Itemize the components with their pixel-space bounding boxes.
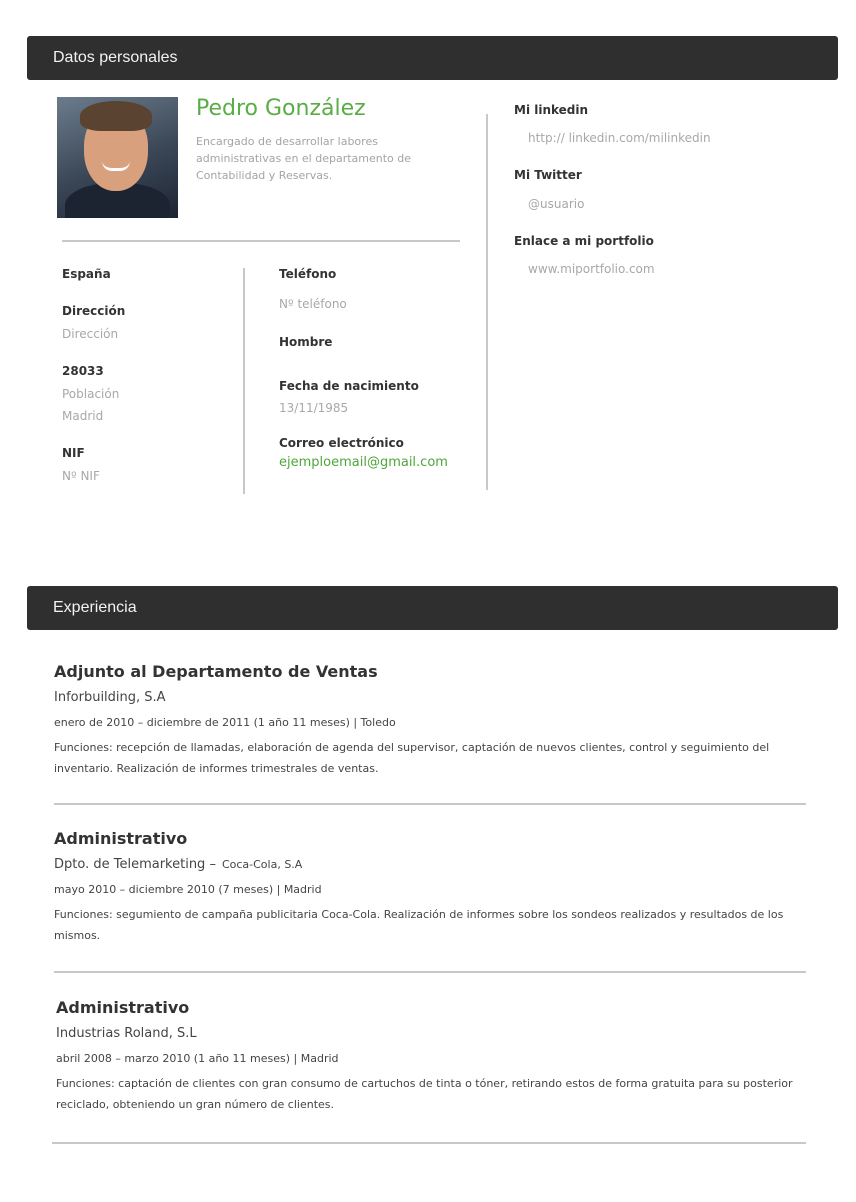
- portfolio-label: Enlace a mi portfolio: [514, 234, 654, 248]
- profile-summary: Encargado de desarrollar labores administrativas en el departamento de Contabilidad y Reservas.: [196, 135, 412, 182]
- job-dates: abril 2008 – marzo 2010 (1 año 11 meses) | Madrid: [56, 1052, 339, 1065]
- job-company: [56, 1026, 203, 1041]
- job-title: Administrativo: [54, 829, 188, 848]
- job-title: Administrativo: [56, 998, 190, 1017]
- nif-value: Nº NIF: [62, 469, 100, 483]
- company-name: Industrias Roland, S.L: [56, 1026, 197, 1041]
- city-value: Madrid: [62, 409, 104, 423]
- phone-label: Teléfono: [279, 267, 337, 281]
- job-description: Funciones: captación de clientes con gran consumo de cartuchos de tinta o tóner, retirando estos de forma gratuita para su posterior reciclado, obteniendo un gran número de clientes.: [56, 1077, 793, 1111]
- email-label: Correo electrónico: [279, 436, 404, 450]
- company-sub: Coca-Cola, S.A: [221, 858, 303, 871]
- twitter-link[interactable]: @usuario: [528, 197, 585, 211]
- job-description: Funciones: recepción de llamadas, elaboración de agenda del supervisor, captación de nuevos clientes, control y seguimiento del inventario. Realización de informes trimestrales de ventas.: [54, 741, 770, 775]
- job-dates: enero de 2010 – diciembre de 2011 (1 año 11 meses) | Toledo: [54, 716, 396, 729]
- address-label: Dirección: [62, 304, 126, 318]
- profile-name: Pedro González: [196, 96, 366, 121]
- profile-photo: [57, 97, 178, 218]
- linkedin-label: Mi linkedin: [514, 103, 589, 117]
- nif-label: NIF: [62, 446, 85, 460]
- portfolio-link[interactable]: www.miportfolio.com: [528, 262, 655, 276]
- job-company: [54, 857, 302, 872]
- section-header-personal: [27, 36, 838, 80]
- job-divider: [54, 971, 806, 973]
- job-divider: [54, 803, 806, 805]
- column-divider: [486, 114, 488, 490]
- town-value: Población: [62, 387, 120, 401]
- job-title: Adjunto al Departamento de Ventas: [54, 662, 378, 681]
- column-divider: [243, 268, 245, 494]
- job-divider: [52, 1142, 806, 1144]
- email-link[interactable]: ejemploemail@gmail.com: [279, 455, 448, 470]
- gender: Hombre: [279, 335, 333, 349]
- address-value: Dirección: [62, 327, 119, 341]
- country: España: [62, 267, 111, 281]
- phone-value: Nº teléfono: [279, 297, 347, 311]
- company-name: Dpto. de Telemarketing –: [54, 857, 216, 872]
- company-name: Inforbuilding, S.A: [54, 690, 166, 705]
- postal-code: 28033: [62, 364, 104, 378]
- birth-label: Fecha de nacimiento: [279, 379, 419, 393]
- job-description: Funciones: segumiento de campaña publicitaria Coca-Cola. Realización de informes sobre los sondeos realizados y resultados de los mismos.: [54, 908, 784, 942]
- section-title: Experiencia: [53, 599, 137, 616]
- divider: [62, 240, 460, 242]
- twitter-label: Mi Twitter: [514, 168, 582, 182]
- section-header-experience: [27, 586, 838, 630]
- job-company: [54, 690, 172, 705]
- job-dates: mayo 2010 – diciembre 2010 (7 meses) | Madrid: [54, 883, 322, 896]
- linkedin-link[interactable]: http:// linkedin.com/milinkedin: [528, 131, 711, 145]
- birth-value: 13/11/1985: [279, 401, 349, 415]
- section-title: Datos personales: [53, 49, 178, 66]
